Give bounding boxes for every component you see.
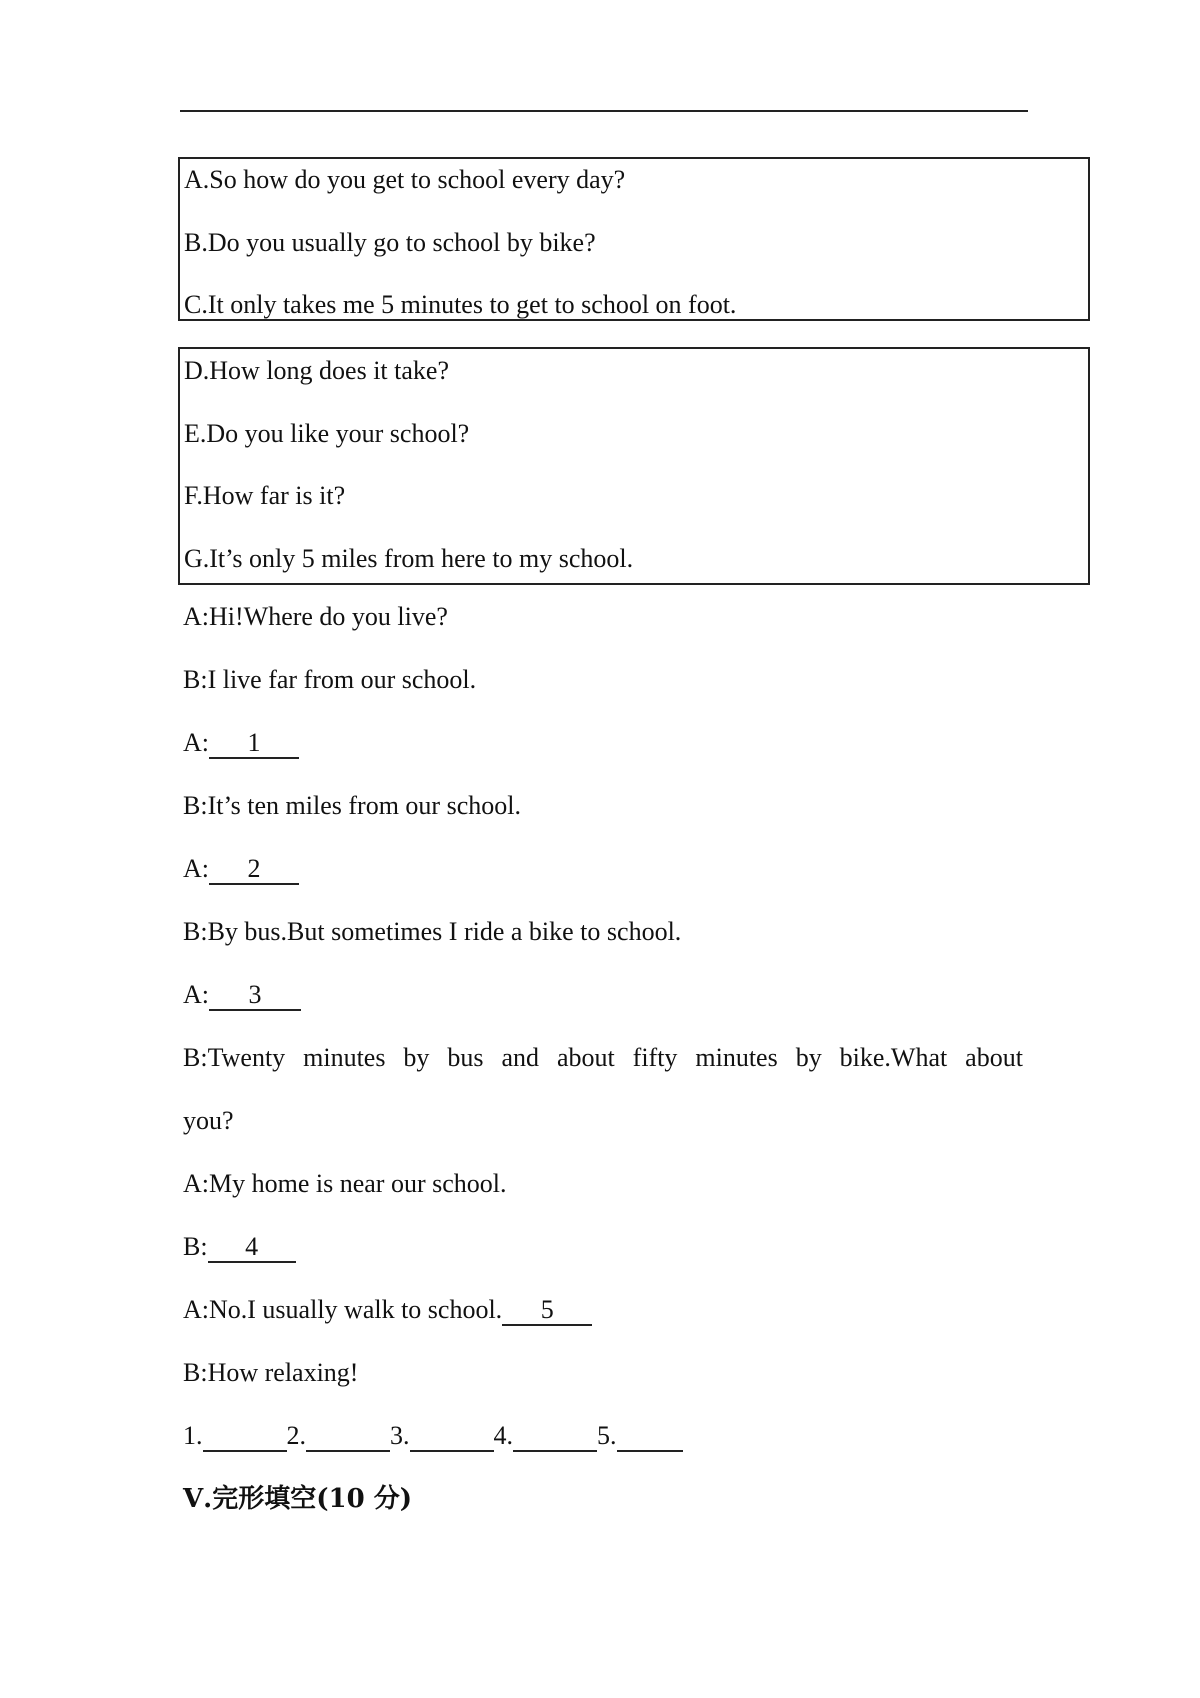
blank-1: 1 [209,729,299,759]
word: by [795,1043,822,1072]
speaker-label: A: [183,980,209,1009]
dialogue-line-2: B:I live far from our school. [183,665,477,694]
option-a: A.So how do you get to school every day? [184,165,626,194]
options-box-2 [178,347,1090,585]
answer-blank-2 [306,1422,390,1452]
answer-blank-1 [203,1422,287,1452]
answer-number: 1. [183,1421,203,1450]
blank-5: 5 [502,1296,592,1326]
answer-number: 3. [390,1421,410,1450]
answer-number: 2. [286,1421,306,1450]
dialogue-line-11 [183,1232,296,1263]
dialogue-line-5 [183,854,299,885]
dialogue-text: A:No.I usually walk to school. [183,1295,503,1324]
answer-blank-4 [513,1422,597,1452]
blank-3: 3 [209,981,301,1011]
answer-number: 5. [597,1421,617,1450]
word: bus [447,1043,484,1072]
dialogue-line-7 [183,980,301,1011]
word: about [556,1043,615,1072]
word: bike.What [839,1043,948,1072]
answer-blank-3 [410,1422,494,1452]
dialogue-line-13: B:How relaxing! [183,1358,359,1387]
answer-line [183,1421,683,1452]
option-c: C.It only takes me 5 minutes to get to school on foot. [184,290,737,319]
speaker-label: B: [183,1232,208,1261]
option-g: G.It’s only 5 miles from here to my school. [184,544,634,573]
dialogue-line-10: A:My home is near our school. [183,1169,507,1198]
option-f: F.How far is it? [184,481,346,510]
dialogue-line-3 [183,728,299,759]
dialogue-line-4: B:It’s ten miles from our school. [183,791,521,820]
option-b: B.Do you usually go to school by bike? [184,228,596,257]
option-d: D.How long does it take? [184,356,450,385]
options-box-1 [178,157,1090,321]
answer-blank-5 [617,1422,683,1452]
word: minutes [695,1043,778,1072]
dialogue-line-1: A:Hi!Where do you live? [183,602,448,631]
section-title: Ⅴ.完形填空(10 分) [183,1484,413,1514]
dialogue-line-12 [183,1295,592,1326]
word: B:Twenty [183,1043,286,1072]
blank-2: 2 [209,855,299,885]
option-e: E.Do you like your school? [184,419,470,448]
word: by [403,1043,430,1072]
word: and [501,1043,539,1072]
dialogue-line-6: B:By bus.But sometimes I ride a bike to school. [183,917,682,946]
speaker-label: A: [183,728,209,757]
word: about [965,1043,1023,1072]
blank-4: 4 [208,1233,296,1263]
dialogue-line-8 [183,1043,1023,1073]
word: fifty [632,1043,678,1072]
answer-number: 4. [493,1421,513,1450]
speaker-label: A: [183,854,209,883]
top-rule [180,110,1028,112]
dialogue-line-9: you? [183,1106,234,1135]
word: minutes [303,1043,386,1072]
